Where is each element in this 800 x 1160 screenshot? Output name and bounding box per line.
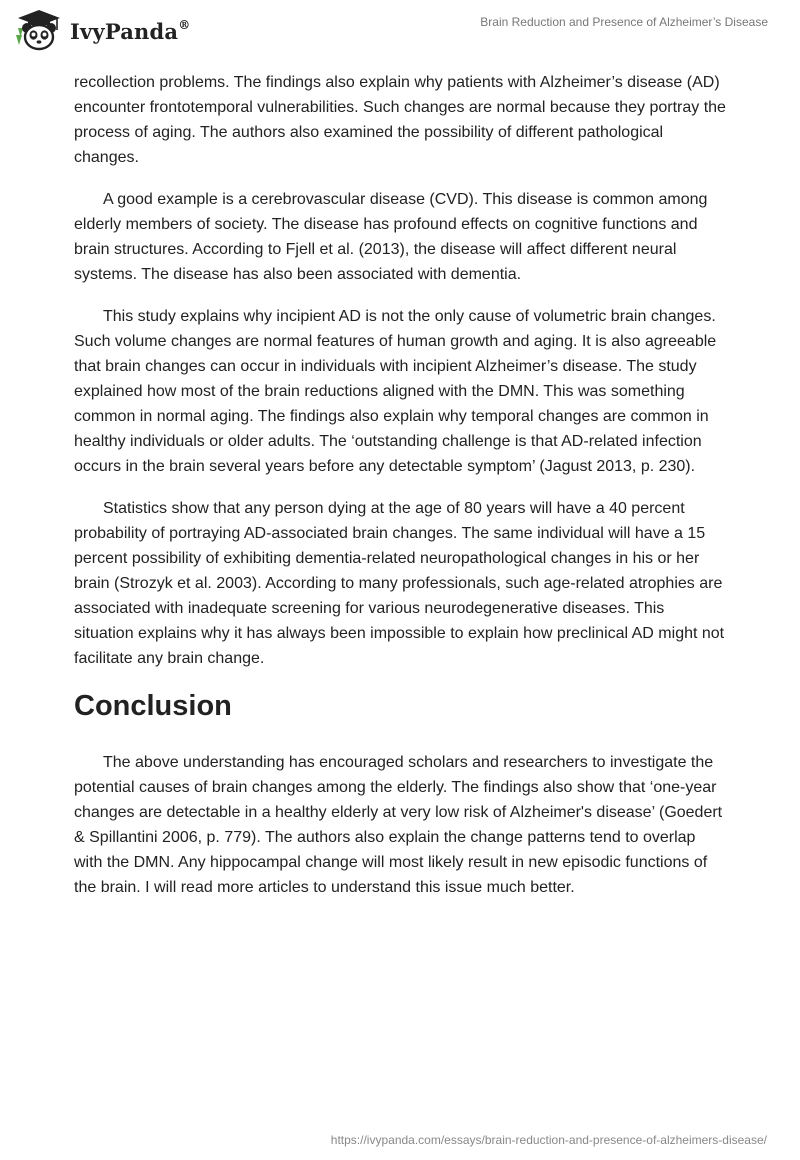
paragraph-statistics: Statistics show that any person dying at the age of 80 years will have a 40 percent probability of portraying AD-associated brain changes. The same individual will have a 15 percent possibility of exhibiting dementia-related neuropathological changes in his or her brain (Strozyk et al. 2003). According to many professionals, such age-related atrophies are associated with inadequate screening for various neurodegenerative diseases. This situation explains why it has always been impossible to explain how preclinical AD might not facilitate any brain change. xyxy=(74,500,725,667)
source-url-link[interactable]: https://ivypanda.com/essays/brain-reduction-and-presence-of-alzheimers-disease/ xyxy=(330,1133,767,1147)
essay-body xyxy=(74,70,726,917)
paragraph-incipient-ad: This study explains why incipient AD is not the only cause of volumetric brain changes. Such volume changes are normal features of human growth and aging. It is also agreeable that brain changes can occur in individuals with incipient Alzheimer’s disease. The study explained how most of the brain reductions aligned with the DMN. This was something common in normal aging. The findings also explain why temporal changes are common in healthy individuals or older adults. The ‘outstanding challenge is that AD-related infection occurs in the brain several years before any detectable symptom’ (Jagust 2013, p. 230). xyxy=(74,308,717,475)
panda-graduate-icon xyxy=(14,8,64,52)
paragraph-continued: recollection problems. The findings also explain why patients with Alzheimer’s disease (AD) encounter frontotemporal vulnerabilities. Such changes are normal because they portray the process of aging. The authors also examined the possibility of different pathological changes. xyxy=(74,74,726,166)
logo-wordmark: IvyPanda® xyxy=(70,17,191,44)
registered-mark: ® xyxy=(178,17,191,32)
ivypanda-logo[interactable] xyxy=(14,8,190,52)
page-header xyxy=(0,0,800,60)
paragraph-cvd: A good example is a cerebrovascular disease (CVD). This disease is common among elderly members of society. The disease has profound effects on cognitive functions and brain structures. According to Fjell et al. (2013), the disease will affect different neural systems. The disease has also been associated with dementia. xyxy=(74,191,708,283)
conclusion-heading: Conclusion xyxy=(74,690,232,722)
paragraph-conclusion: The above understanding has encouraged scholars and researchers to investigate the potential causes of brain changes among the elderly. The findings also show that ‘one-year changes are detectable in a healthy elderly at very low risk of Alzheimer's disease’ (Goedert & Spillantini 2006, p. 779). The authors also explain the change patterns tend to overlap with the DMN. Any hippocampal change will most likely result in new episodic functions of the brain. I will read more articles to understand this issue much better. xyxy=(74,754,723,896)
document-title: Brain Reduction and Presence of Alzheimer’s Disease xyxy=(480,15,768,29)
